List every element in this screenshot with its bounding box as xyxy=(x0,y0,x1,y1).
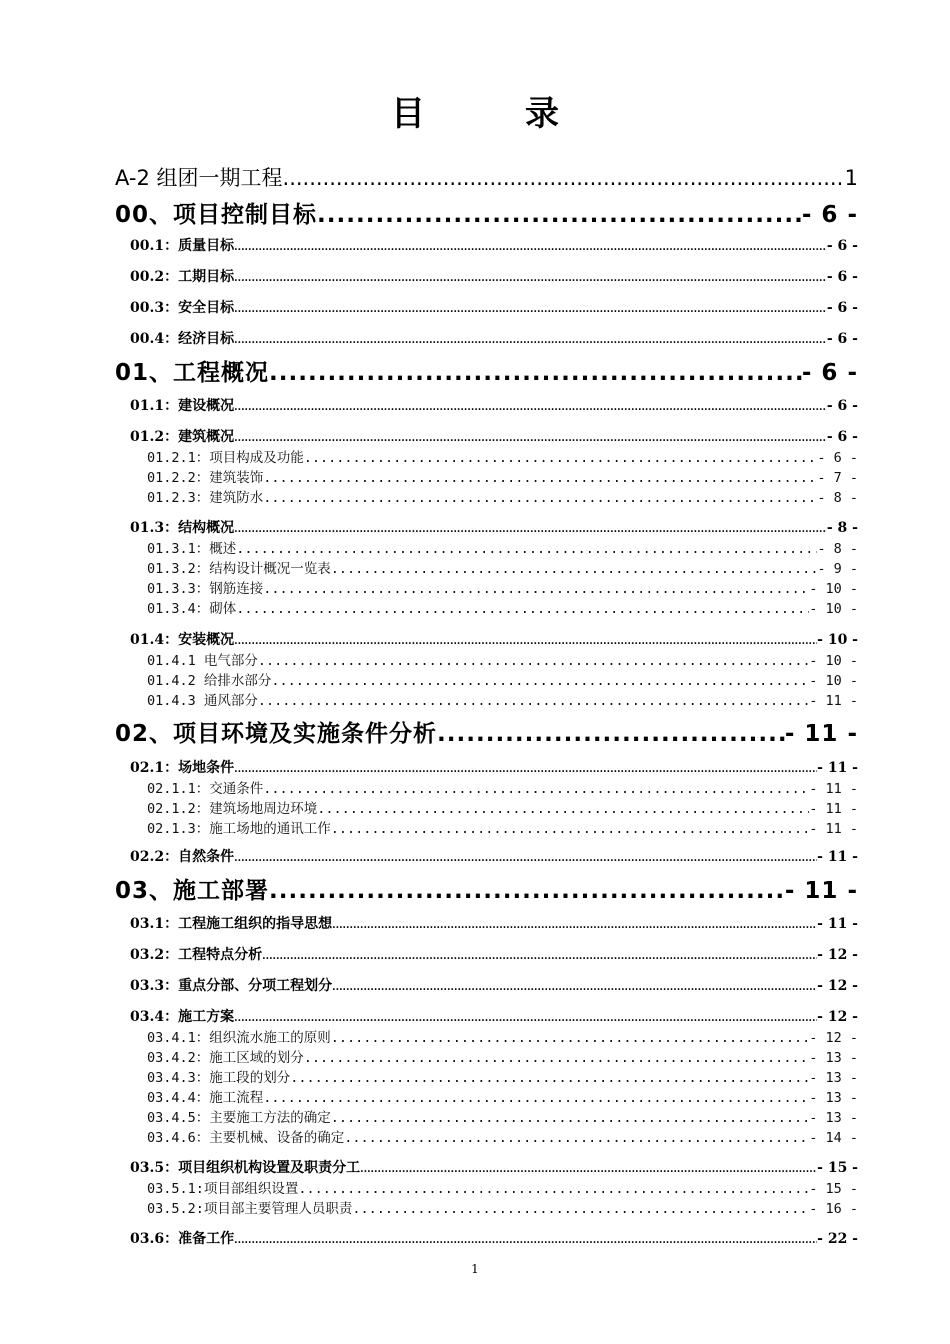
toc-entry-page: - 12 - xyxy=(817,1009,858,1025)
toc-entry-label: 03.4：施工方案 xyxy=(130,1009,235,1025)
toc-leader-dots xyxy=(263,469,817,487)
toc-leader-dots xyxy=(234,398,827,416)
toc-entry-page: 1 xyxy=(844,166,858,190)
toc-entry-h3[interactable] xyxy=(147,449,858,467)
toc-entry-h2[interactable] xyxy=(130,1229,858,1249)
toc-entry-page: - 15 - xyxy=(809,1181,858,1197)
toc-entry-label: 01.2.1：项目构成及功能 xyxy=(147,450,304,466)
toc-leader-dots xyxy=(234,632,817,650)
toc-entry-label: 03.1：工程施工组织的指导思想 xyxy=(130,916,333,932)
toc-entry-h2[interactable] xyxy=(130,329,858,349)
toc-entry-h3[interactable] xyxy=(147,540,858,558)
toc-entry-page: - 11 - xyxy=(784,878,858,904)
toc-leader-dots xyxy=(304,1049,809,1067)
toc-entry-label: 03.2：工程特点分析 xyxy=(130,947,263,963)
toc-entry-label: 01.3.2：结构设计概况一览表 xyxy=(147,561,331,577)
toc-leader-dots xyxy=(269,356,802,390)
toc-entry-page: - 6 - xyxy=(826,429,858,445)
toc-entry-h2[interactable] xyxy=(130,1007,858,1027)
toc-entry-label: 03.4.5：主要施工方法的确定 xyxy=(147,1110,331,1126)
toc-entry-label: A-2 组团一期工程 xyxy=(115,166,283,190)
toc-leader-dots xyxy=(437,717,785,751)
toc-entry-h2[interactable] xyxy=(130,518,858,538)
toc-entry-h2[interactable] xyxy=(130,396,858,416)
toc-entry-page: - 11 - xyxy=(817,916,858,932)
toc-leader-dots xyxy=(263,580,809,598)
toc-entry-h3[interactable] xyxy=(147,1180,858,1198)
toc-entry-h3[interactable] xyxy=(147,692,858,710)
toc-entry-label: 00.2：工期目标 xyxy=(130,269,235,285)
toc-entry-h2[interactable] xyxy=(130,847,858,867)
toc-entry-label: 02、项目环境及实施条件分析 xyxy=(115,721,438,747)
toc-leader-dots xyxy=(290,1069,809,1087)
toc-leader-dots xyxy=(234,269,827,287)
toc-leader-dots xyxy=(283,163,845,193)
toc-leader-dots xyxy=(332,978,817,996)
toc-leader-dots xyxy=(234,849,817,867)
toc-leader-dots xyxy=(317,198,802,232)
toc-entry-page: - 11 - xyxy=(809,693,858,709)
toc-entry-label: 03.4.6：主要机械、设备的确定 xyxy=(147,1130,345,1146)
toc-entry-label: 03.4.4：施工流程 xyxy=(147,1090,264,1106)
toc-entry-h3[interactable] xyxy=(147,1200,858,1218)
toc-entry-page: - 11 - xyxy=(809,781,858,797)
toc-entry-label: 00、项目控制目标 xyxy=(115,202,318,228)
toc-leader-dots xyxy=(344,1129,809,1147)
toc-entry-h2[interactable] xyxy=(130,1158,858,1178)
toc-entry-label: 01.2.3：建筑防水 xyxy=(147,490,264,506)
toc-entry-page: - 10 - xyxy=(809,673,858,689)
toc-entry-h3[interactable] xyxy=(147,560,858,578)
toc-entry-top[interactable] xyxy=(115,163,858,193)
toc-leader-dots xyxy=(331,820,809,838)
toc-entry-h2[interactable] xyxy=(130,976,858,996)
toc-entry-label: 01.3：结构概况 xyxy=(130,520,235,536)
toc-entry-h3[interactable] xyxy=(147,800,858,818)
toc-entry-label: 02.2：自然条件 xyxy=(130,849,235,865)
toc-entry-page: - 6 - xyxy=(826,331,858,347)
toc-leader-dots xyxy=(298,1180,809,1198)
toc-leader-dots xyxy=(234,238,827,256)
toc-entry-h3[interactable] xyxy=(147,469,858,487)
toc-entry-h2[interactable] xyxy=(130,427,858,447)
toc-entry-page: - 22 - xyxy=(817,1231,858,1247)
toc-entry-page: - 11 - xyxy=(817,849,858,865)
toc-entry-h3[interactable] xyxy=(147,1089,858,1107)
page-number: 1 xyxy=(471,1262,479,1276)
toc-entry-h2[interactable] xyxy=(130,267,858,287)
toc-entry-h3[interactable] xyxy=(147,600,858,618)
toc-leader-dots xyxy=(332,916,817,934)
toc-entry-label: 03.5.2:项目部主要管理人员职责 xyxy=(147,1201,353,1217)
toc-entry-page: - 10 - xyxy=(817,632,858,648)
toc-leader-dots xyxy=(234,520,827,538)
toc-entry-label: 03.3：重点分部、分项工程划分 xyxy=(130,978,333,994)
toc-entry-h3[interactable] xyxy=(147,1129,858,1147)
toc-entry-page: - 11 - xyxy=(809,821,858,837)
toc-leader-dots xyxy=(234,1009,817,1027)
toc-entry-page: - 13 - xyxy=(809,1050,858,1066)
toc-entry-page: - 13 - xyxy=(809,1070,858,1086)
toc-leader-dots xyxy=(360,1160,817,1178)
toc-entry-label: 02.1：场地条件 xyxy=(130,760,235,776)
toc-entry-label: 01.3.1：概述 xyxy=(147,541,237,557)
toc-leader-dots xyxy=(236,600,809,618)
toc-entry-page: - 10 - xyxy=(809,601,858,617)
toc-entry-label: 03、施工部署 xyxy=(115,878,270,904)
toc-entry-label: 01.3.4：砌体 xyxy=(147,601,237,617)
toc-leader-dots xyxy=(234,300,827,318)
toc-entry-h2[interactable] xyxy=(130,758,858,778)
toc-entry-label: 01.4.2 给排水部分 xyxy=(147,673,272,689)
toc-leader-dots xyxy=(271,672,809,690)
toc-leader-dots xyxy=(236,540,817,558)
toc-leader-dots xyxy=(269,874,785,908)
toc-entry-h1[interactable] xyxy=(115,356,858,390)
toc-entry-label: 02.1.3：施工场地的通讯工作 xyxy=(147,821,331,837)
toc-entry-page: - 6 - xyxy=(826,238,858,254)
toc-entry-label: 01.2：建筑概况 xyxy=(130,429,235,445)
toc-entry-page: - 12 - xyxy=(817,947,858,963)
toc-entry-h2[interactable] xyxy=(130,298,858,318)
toc-entry-label: 01.2.2：建筑装饰 xyxy=(147,470,264,486)
toc-entry-page: - 14 - xyxy=(809,1130,858,1146)
toc-entry-page: - 6 - xyxy=(801,202,858,228)
toc-entry-page: - 8 - xyxy=(826,520,858,536)
toc-entry-label: 00.1：质量目标 xyxy=(130,238,235,254)
toc-leader-dots xyxy=(352,1200,809,1218)
toc-entry-label: 02.1.2：建筑场地周边环境 xyxy=(147,801,318,817)
toc-entry-page: - 8 - xyxy=(817,541,858,557)
toc-leader-dots xyxy=(234,1231,817,1249)
toc-entry-page: - 6 - xyxy=(826,300,858,316)
toc-leader-dots xyxy=(263,489,817,507)
toc-entry-h3[interactable] xyxy=(147,672,858,690)
toc-entry-h1[interactable] xyxy=(115,198,858,232)
toc-entry-label: 03.6：准备工作 xyxy=(130,1231,235,1247)
toc-entry-page: - 10 - xyxy=(809,653,858,669)
toc-entry-label: 02.1.1：交通条件 xyxy=(147,781,264,797)
toc-entry-h1[interactable] xyxy=(115,874,858,908)
toc-entry-page: - 6 - xyxy=(826,269,858,285)
toc-entry-page: - 7 - xyxy=(817,470,858,486)
toc-entry-h3[interactable] xyxy=(147,1069,858,1087)
toc-entry-label: 03.4.2：施工区域的划分 xyxy=(147,1050,304,1066)
toc-entry-page: - 6 - xyxy=(801,360,858,386)
toc-entry-h1[interactable] xyxy=(115,717,858,751)
toc-entry-label: 00.3：安全目标 xyxy=(130,300,235,316)
toc-entry-h2[interactable] xyxy=(130,914,858,934)
toc-entry-label: 00.4：经济目标 xyxy=(130,331,235,347)
toc-entry-label: 03.5：项目组织机构设置及职责分工 xyxy=(130,1160,361,1176)
toc-leader-dots xyxy=(234,429,827,447)
toc-entry-h3[interactable] xyxy=(147,1049,858,1067)
toc-entry-page: - 15 - xyxy=(817,1160,858,1176)
toc-entry-label: 01.4.1 电气部分 xyxy=(147,653,258,669)
toc-leader-dots xyxy=(317,800,809,818)
toc-entry-label: 01.4.3 通风部分 xyxy=(147,693,258,709)
toc-entry-h3[interactable] xyxy=(147,652,858,670)
toc-entry-page: - 12 - xyxy=(817,978,858,994)
toc-entry-page: - 6 - xyxy=(817,450,858,466)
toc-entry-page: - 11 - xyxy=(809,801,858,817)
toc-entry-h2[interactable] xyxy=(130,630,858,650)
toc-entry-page: - 16 - xyxy=(809,1201,858,1217)
toc-entry-page: - 12 - xyxy=(809,1030,858,1046)
toc-entry-page: - 6 - xyxy=(826,398,858,414)
toc-entry-page: - 13 - xyxy=(809,1090,858,1106)
toc-leader-dots xyxy=(331,1109,809,1127)
toc-entry-page: - 10 - xyxy=(809,581,858,597)
toc-entry-label: 01、工程概况 xyxy=(115,360,270,386)
toc-leader-dots xyxy=(331,1029,809,1047)
toc-entry-page: - 11 - xyxy=(817,760,858,776)
toc-entry-page: - 13 - xyxy=(809,1110,858,1126)
toc-entry-h2[interactable] xyxy=(130,945,858,965)
toc-entry-h3[interactable] xyxy=(147,1029,858,1047)
toc-leader-dots xyxy=(263,780,809,798)
toc-entry-label: 03.5.1:项目部组织设置 xyxy=(147,1181,299,1197)
toc-leader-dots xyxy=(234,331,827,349)
toc-leader-dots xyxy=(262,947,817,965)
toc-leader-dots xyxy=(331,560,818,578)
toc-entry-page: - 9 - xyxy=(817,561,858,577)
toc-entry-label: 01.1：建设概况 xyxy=(130,398,235,414)
toc-entry-label: 03.4.1：组织流水施工的原则 xyxy=(147,1030,331,1046)
toc-entry-h3[interactable] xyxy=(147,489,858,507)
toc-entry-page: - 8 - xyxy=(817,490,858,506)
toc-title-char-2: 录 xyxy=(525,94,559,134)
toc-title xyxy=(0,86,950,135)
toc-entry-label: 01.3.3：钢筋连接 xyxy=(147,581,264,597)
toc-entry-label: 01.4：安装概况 xyxy=(130,632,235,648)
toc-leader-dots xyxy=(304,449,818,467)
toc-entry-h3[interactable] xyxy=(147,1109,858,1127)
toc-entry-h3[interactable] xyxy=(147,820,858,838)
toc-entry-h2[interactable] xyxy=(130,236,858,256)
toc-leader-dots xyxy=(234,760,817,778)
toc-entry-label: 03.4.3：施工段的划分 xyxy=(147,1070,291,1086)
toc-leader-dots xyxy=(263,1089,809,1107)
toc-title-char-1: 目 xyxy=(391,94,425,134)
toc-entry-h3[interactable] xyxy=(147,780,858,798)
toc-entry-h3[interactable] xyxy=(147,580,858,598)
toc-leader-dots xyxy=(258,652,809,670)
toc-leader-dots xyxy=(258,692,809,710)
toc-entry-page: - 11 - xyxy=(784,721,858,747)
